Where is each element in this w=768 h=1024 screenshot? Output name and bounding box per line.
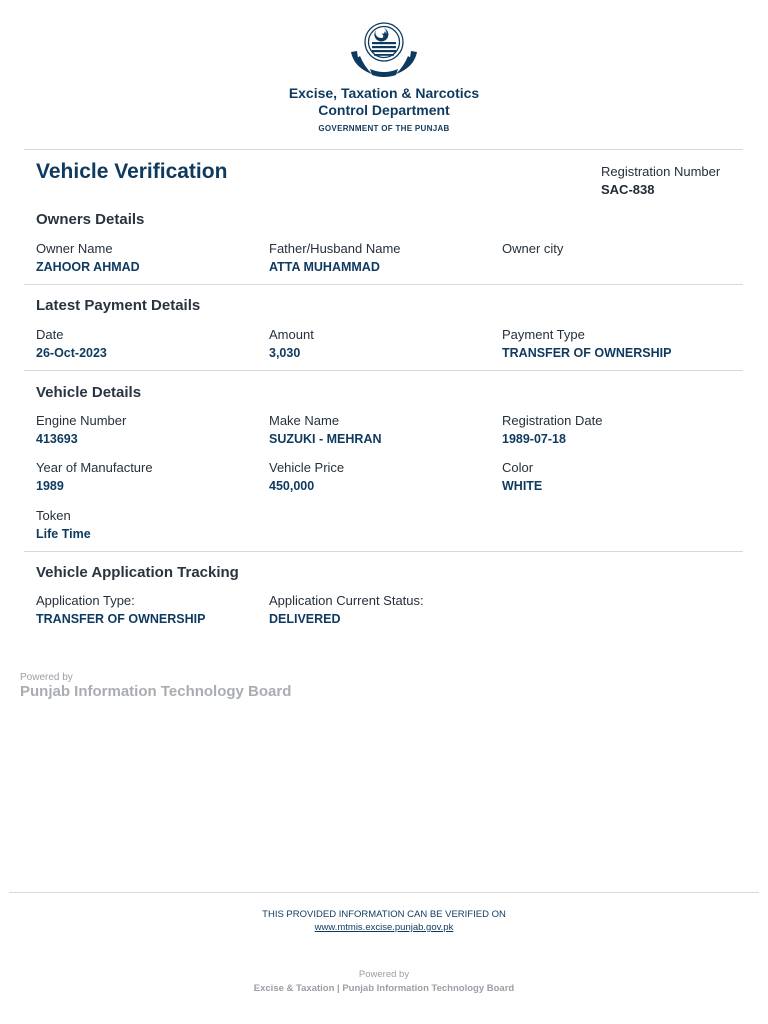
application-type-label: Application Type: xyxy=(36,593,135,608)
vehicle-price-label: Vehicle Price xyxy=(269,460,345,475)
powered-by-organization: Punjab Information Technology Board xyxy=(20,683,292,700)
payment-date-label: Date xyxy=(36,327,64,342)
section-divider xyxy=(24,284,743,285)
payment-type-label: Payment Type xyxy=(502,327,585,342)
make-name-value: SUZUKI - MEHRAN xyxy=(269,432,382,446)
token-value: Life Time xyxy=(36,527,91,541)
payment-details-heading: Latest Payment Details xyxy=(36,297,201,314)
department-name-line2: Control Department xyxy=(318,102,450,118)
year-of-manufacture-value: 1989 xyxy=(36,479,64,493)
engine-number-value: 413693 xyxy=(36,432,78,446)
father-name-value: ATTA MUHAMMAD xyxy=(269,260,380,274)
token-label: Token xyxy=(36,508,71,523)
application-type-value: TRANSFER OF OWNERSHIP xyxy=(36,612,206,626)
owners-details-heading: Owners Details xyxy=(36,211,145,228)
payment-amount-value: 3,030 xyxy=(269,346,301,360)
color-label: Color xyxy=(502,460,534,475)
section-divider xyxy=(24,551,743,552)
punjab-government-seal-icon xyxy=(346,20,422,82)
powered-by-label: Powered by xyxy=(20,672,73,683)
verification-notice: THIS PROVIDED INFORMATION CAN BE VERIFIED ON xyxy=(262,909,506,920)
vehicle-details-heading: Vehicle Details xyxy=(36,384,142,401)
department-name-line1: Excise, Taxation & Narcotics xyxy=(288,85,480,101)
registration-number-label: Registration Number xyxy=(601,164,721,179)
color-value: WHITE xyxy=(502,479,543,493)
footer-divider xyxy=(9,892,759,893)
footer-powered-by-organizations: Excise & Taxation | Punjab Information Technology Board xyxy=(253,983,515,994)
application-status-label: Application Current Status: xyxy=(269,593,424,608)
owner-city-label: Owner city xyxy=(502,241,564,256)
registration-date-label: Registration Date xyxy=(502,413,603,428)
make-name-label: Make Name xyxy=(269,413,340,428)
footer-powered-by-label: Powered by xyxy=(358,969,410,980)
application-status-value: DELIVERED xyxy=(269,612,341,626)
government-name: GOVERNMENT OF THE PUNJAB xyxy=(318,124,450,133)
payment-date-value: 26-Oct-2023 xyxy=(36,346,107,360)
payment-amount-label: Amount xyxy=(269,327,314,342)
owner-name-label: Owner Name xyxy=(36,241,113,256)
application-tracking-heading: Vehicle Application Tracking xyxy=(36,564,239,581)
year-of-manufacture-label: Year of Manufacture xyxy=(36,460,153,475)
payment-type-value: TRANSFER OF OWNERSHIP xyxy=(502,346,672,360)
father-name-label: Father/Husband Name xyxy=(269,241,401,256)
page-title: Vehicle Verification xyxy=(36,160,228,183)
owner-name-value: ZAHOOR AHMAD xyxy=(36,260,140,274)
verification-link[interactable]: www.mtmis.excise.punjab.gov.pk xyxy=(314,922,454,933)
section-divider xyxy=(24,370,743,371)
header-divider xyxy=(24,149,743,150)
registration-date-value: 1989-07-18 xyxy=(502,432,566,446)
engine-number-label: Engine Number xyxy=(36,413,127,428)
registration-number-value: SAC-838 xyxy=(601,182,655,197)
vehicle-price-value: 450,000 xyxy=(269,479,315,493)
